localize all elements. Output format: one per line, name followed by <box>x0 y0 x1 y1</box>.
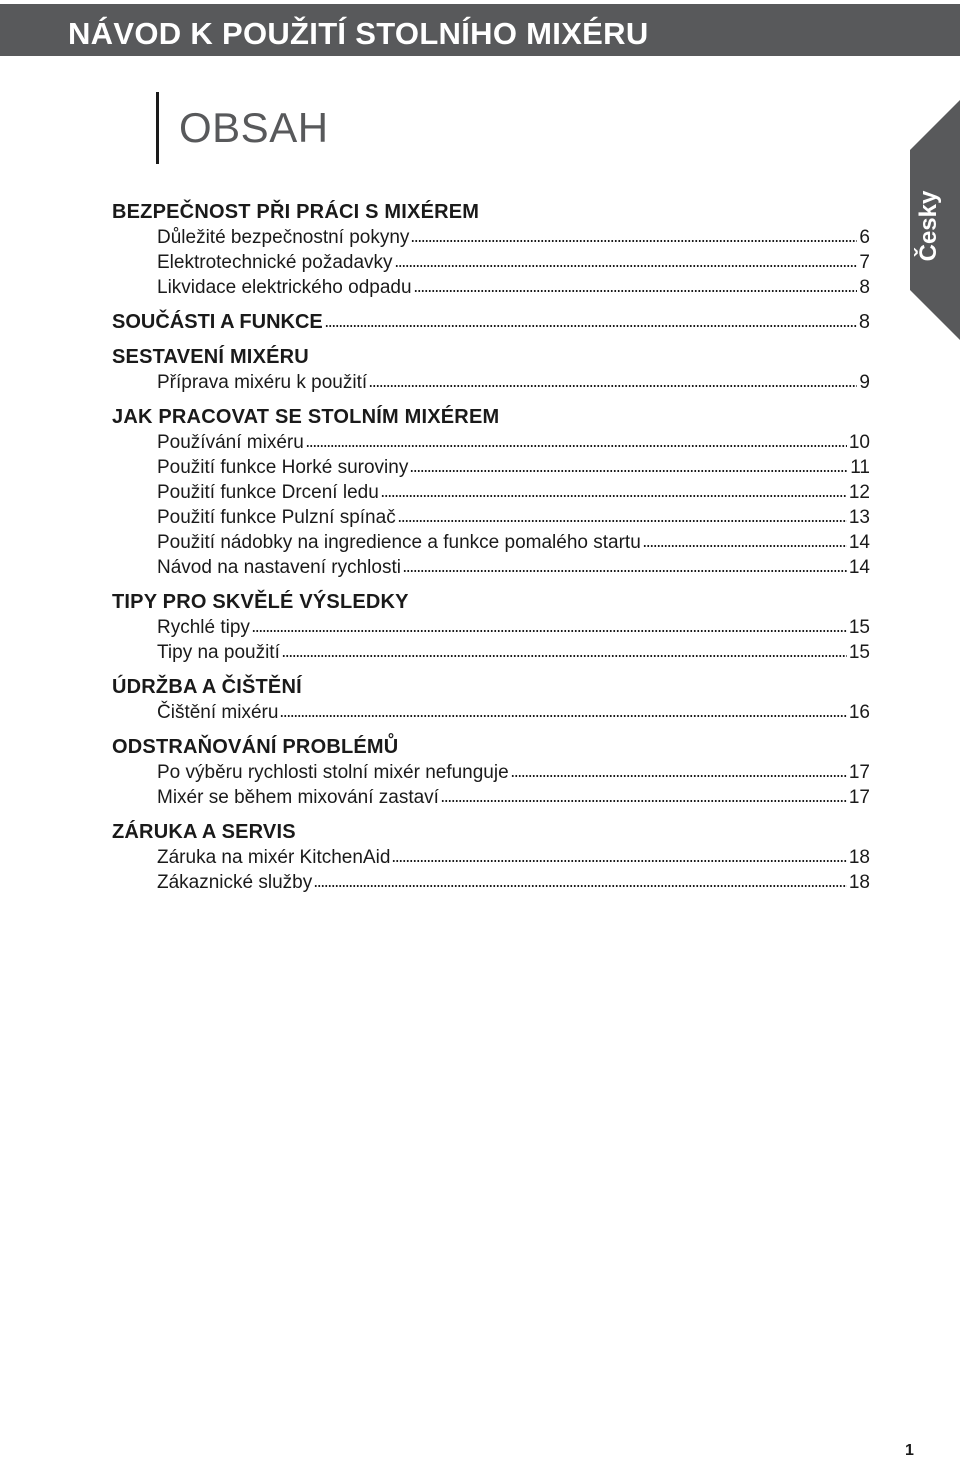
toc-entry[interactable] <box>157 455 870 480</box>
toc-entry-label: Příprava mixéru k použití <box>157 372 368 393</box>
toc-entry[interactable] <box>157 225 870 250</box>
toc-section-title[interactable]: SESTAVENÍ MIXÉRU <box>112 346 309 368</box>
contents-rule <box>156 92 159 164</box>
toc-entry-page: 10 <box>848 432 870 453</box>
toc-entry-label: Rychlé tipy <box>157 617 250 638</box>
leader-dots <box>414 289 858 293</box>
document-title: NÁVOD K POUŽITÍ STOLNÍHO MIXÉRU <box>68 16 649 51</box>
leader-dots <box>403 569 847 573</box>
toc-entry-page: 15 <box>848 617 870 638</box>
leader-dots <box>282 654 847 658</box>
leader-dots <box>252 629 847 633</box>
toc-entry[interactable] <box>157 555 870 580</box>
toc-section-title[interactable]: ZÁRUKA A SERVIS <box>112 821 296 843</box>
toc-entry-label: Po výběru rychlosti stolní mixér nefunguje <box>157 762 509 783</box>
toc-entry-label: Návod na nastavení rychlosti <box>157 557 401 578</box>
toc-entry-page: 13 <box>848 507 870 528</box>
toc-entry-label: Důležité bezpečnostní pokyny <box>157 227 410 248</box>
toc-entry-label: Použití nádobky na ingredience a funkce pomalého startu <box>157 532 641 553</box>
toc-entry-label: Zákaznické služby <box>157 872 313 893</box>
toc-entry[interactable] <box>157 700 870 725</box>
toc-entry[interactable] <box>157 615 870 640</box>
toc-entry-page: 7 <box>859 252 870 273</box>
contents-heading: OBSAH <box>179 104 329 151</box>
leader-dots <box>441 799 847 803</box>
toc-entry-label: Likvidace elektrického odpadu <box>157 277 412 298</box>
toc-entry-page: 17 <box>848 762 870 783</box>
toc-entry[interactable] <box>157 370 870 395</box>
toc-entry-page: 18 <box>848 847 870 868</box>
toc-section-row[interactable] <box>112 310 870 335</box>
leader-dots <box>643 544 847 548</box>
header-bar <box>0 4 960 56</box>
toc-entry-page: 14 <box>848 557 870 578</box>
toc-entry-page: 9 <box>859 372 870 393</box>
leader-dots <box>314 884 847 888</box>
toc-entry-page: 18 <box>848 872 870 893</box>
leader-dots <box>381 494 847 498</box>
leader-dots <box>392 859 846 863</box>
toc-section-title: SOUČÁSTI A FUNKCE <box>112 311 323 333</box>
leader-dots <box>410 469 848 473</box>
toc-entry-label: Elektrotechnické požadavky <box>157 252 393 273</box>
toc-section-title[interactable]: TIPY PRO SKVĚLÉ VÝSLEDKY <box>112 591 409 613</box>
toc-entry-page: 11 <box>850 457 870 478</box>
leader-dots <box>306 444 847 448</box>
toc-entry-label: Mixér se během mixování zastaví <box>157 787 439 808</box>
toc-section-title[interactable]: ODSTRAŇOVÁNÍ PROBLÉMŮ <box>112 736 399 758</box>
toc-entry-page: 12 <box>848 482 870 503</box>
toc-entry-page: 14 <box>848 532 870 553</box>
toc-entry-page: 8 <box>859 277 870 298</box>
leader-dots <box>369 384 857 388</box>
leader-dots <box>411 239 857 243</box>
toc-entry-label: Tipy na použití <box>157 642 280 663</box>
language-tab-label: Česky <box>915 190 942 262</box>
leader-dots <box>280 714 846 718</box>
toc-entry-page: 6 <box>859 227 870 248</box>
toc-entry[interactable] <box>157 785 870 810</box>
toc-entry-label: Použití funkce Drcení ledu <box>157 482 379 503</box>
toc-entry-label: Použití funkce Horké suroviny <box>157 457 409 478</box>
toc-section-title[interactable]: ÚDRŽBA A ČIŠTĚNÍ <box>112 676 302 698</box>
toc-entry[interactable] <box>157 845 870 870</box>
toc-entry-page: 15 <box>848 642 870 663</box>
toc-entry[interactable] <box>157 480 870 505</box>
toc-entry[interactable] <box>157 530 870 555</box>
toc-entry[interactable] <box>157 275 870 300</box>
toc-section-title[interactable]: JAK PRACOVAT SE STOLNÍM MIXÉREM <box>112 406 500 428</box>
toc-entry-label: Záruka na mixér KitchenAid <box>157 847 391 868</box>
toc-entry[interactable] <box>157 760 870 785</box>
leader-dots <box>398 519 847 523</box>
toc-entry-page: 17 <box>848 787 870 808</box>
page-number: 1 <box>905 1442 914 1459</box>
toc-entry[interactable] <box>157 250 870 275</box>
toc-entry[interactable] <box>157 640 870 665</box>
table-of-contents <box>112 200 870 895</box>
toc-entry[interactable] <box>157 505 870 530</box>
leader-dots <box>395 264 858 268</box>
leader-dots <box>511 774 847 778</box>
leader-dots <box>325 324 857 328</box>
toc-section-page: 8 <box>858 311 870 333</box>
toc-entry-page: 16 <box>848 702 870 723</box>
toc-entry-label: Použití funkce Pulzní spínač <box>157 507 396 528</box>
toc-entry-label: Používání mixéru <box>157 432 304 453</box>
toc-entry[interactable] <box>157 430 870 455</box>
toc-section-title[interactable]: BEZPEČNOST PŘI PRÁCI S MIXÉREM <box>112 201 480 223</box>
toc-entry-label: Čištění mixéru <box>157 702 279 723</box>
toc-entry[interactable] <box>157 870 870 895</box>
